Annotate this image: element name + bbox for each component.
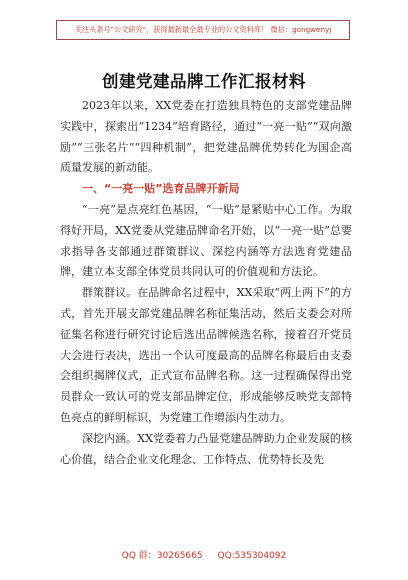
section-heading: 一、“一亮一贴”选育品牌开新局 (82, 182, 240, 196)
top-banner: 关注头条号"公文研究"，获得最新最全最专业的公文资料库！ 微信：gongwenyj (56, 20, 350, 40)
paragraph-qunce-qunyi: 群策群议。在品牌命名过程中，XX采取“两上两下”的方式，首先开展支部党建品牌名称征集活动，然后支委会对所征集名称进行研究讨论后选出品牌候选名称，接着召开党员大会进行表决，选出一个认可度最高的品牌名称最后由支委会组织揭牌仪式，正式宣布品牌名称。这一过程确保得出党员群众一致认可的党支部品牌定位，形成能够反映党支部特色亮点的鲜明标识，为党建工作增添内生动力。 (60, 286, 352, 424)
paragraph-intro: 2023年以来，XX党委在打造独具特色的支部党建品牌实践中，探索出“1234”培育路径，通过“一亮一贴”“双向激励”“三张名片”“四种机制”，把党建品牌优势转化为国企高质量发展的新动能。 (60, 99, 352, 175)
document-title: 创建党建品牌工作汇报材料 (102, 72, 306, 91)
footer-qq: QQ:535304092 (217, 551, 287, 561)
document-body (60, 96, 352, 470)
footer-qq-group: QQ 群：30265665 (121, 551, 203, 561)
paragraph-yiliang-yitie: “一亮”是点亮红色基因，“一贴”是紧贴中心工作。为取得好开局，XX党委从党建品牌命名开始，以“一亮一贴”总要求指导各支部通过群策群议、深挖内涵等方法选育党建品牌，建立本支部全体党员共同认可的价值观和方法论。 (60, 202, 352, 279)
paragraph-shenwa-neihan: 深挖内涵。XX党委着力凸显党建品牌助力企业发展的核心价值，结合企业文化理念、工作特点、优势特长及先 (60, 431, 352, 466)
footer-contact (0, 548, 408, 561)
